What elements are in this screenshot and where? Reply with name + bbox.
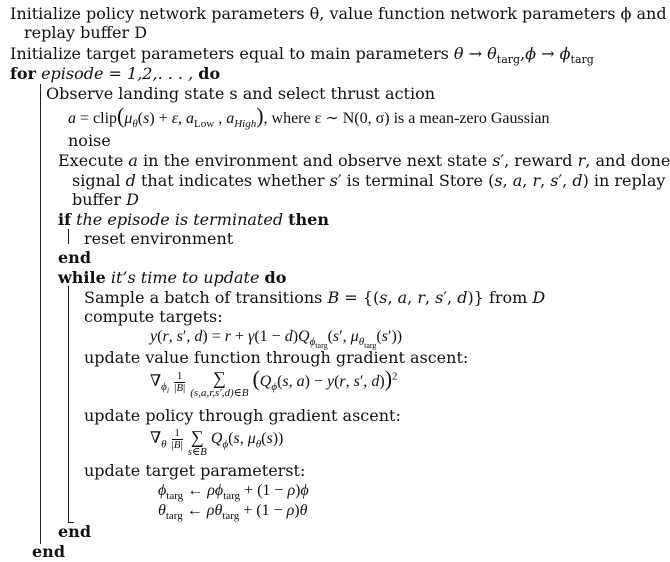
update-policy-line bbox=[84, 406, 401, 425]
then-keyword: then bbox=[288, 210, 329, 229]
sample-text: Sample a batch of transitions B = {(s, a, r, s′, d)} from D bbox=[84, 288, 546, 307]
if-line bbox=[58, 210, 329, 229]
reset-text: reset environment bbox=[84, 229, 234, 248]
noise-text: noise bbox=[68, 131, 111, 150]
compute-text: compute targets: bbox=[84, 307, 223, 326]
compute-line bbox=[84, 307, 223, 326]
while-line bbox=[58, 268, 286, 287]
if-end-line bbox=[58, 248, 91, 267]
execute-line-1 bbox=[58, 151, 670, 170]
while-keyword: while bbox=[58, 268, 106, 287]
policy-eq-line: $\nabla_\theta$ $\frac{1}{|B|}$ ∑ s∈B $Q_\phi(s$, $\mu_\theta(s)$) bbox=[150, 427, 284, 458]
update-policy-text: update policy through gradient ascent: bbox=[84, 406, 401, 425]
init-text-2: Initialize target parameters equal to main parameters $\theta \to \theta_{targ},\phi \to \phi_{targ}$ bbox=[10, 44, 594, 67]
update-value-line bbox=[84, 348, 468, 367]
reset-line bbox=[84, 229, 233, 248]
policy-sum: ∑ s∈B bbox=[187, 427, 207, 458]
execute-text-3: buffer D bbox=[72, 190, 139, 209]
theta-update-line: $\theta_{targ}$ ← $\rho\theta_{targ} + (1 - \rho)\theta$ bbox=[158, 502, 308, 523]
if-condition: the episode is terminated bbox=[76, 210, 284, 229]
init-line-1 bbox=[10, 4, 667, 23]
update-value-text: update value function through gradient ascent: bbox=[84, 348, 469, 367]
while-do-keyword: do bbox=[264, 268, 287, 287]
while-end-keyword: end bbox=[58, 522, 91, 541]
observe-text: Observe landing state s and select thrust action bbox=[46, 84, 436, 103]
for-condition: episode = 1,2,. . . , bbox=[41, 64, 194, 83]
init-line-1b bbox=[24, 23, 147, 42]
update-target-line bbox=[84, 461, 305, 480]
value-eq-line: $\nabla_{\phi_i}$ $\frac{1}{|B|}$ ∑ (s,a,r,s′,d)∈B ($Q_\phi(s$, a) − y(r, s′, d))$^2$ bbox=[150, 366, 398, 399]
while-end-line bbox=[58, 522, 91, 541]
init-line-2 bbox=[10, 44, 594, 67]
value-sum: ∑ (s,a,r,s′,d)∈B bbox=[190, 368, 249, 399]
target-eq-line: y(r, s′, $d) = r + \gamma(1 - d)Q_{\phi_{targ}}(s'$, $\mu_{\theta_{targ}}(s')$) bbox=[150, 328, 403, 351]
noise-line bbox=[68, 131, 111, 150]
execute-line-3 bbox=[72, 190, 139, 209]
execute-line-2 bbox=[72, 171, 665, 190]
while-condition: it’s time to update bbox=[110, 268, 260, 287]
if-block-bar bbox=[68, 229, 69, 244]
observe-line bbox=[46, 84, 435, 103]
phi-update-line: $\phi_{targ}$ ← $\rho\phi_{targ} + (1 - \rho)\phi$ bbox=[158, 482, 309, 503]
policy-frac: $\frac{1}{|B|}$ bbox=[171, 427, 183, 451]
init-text-1a: Initialize policy network parameters θ, value function network parameters ϕ and bbox=[10, 4, 667, 23]
execute-text-1: Execute a in the environment and observe next state s′, reward r, and done bbox=[58, 151, 670, 170]
sample-line bbox=[84, 288, 545, 307]
for-block-bar bbox=[40, 84, 41, 544]
do-keyword: do bbox=[198, 64, 221, 83]
while-block-bar bbox=[68, 286, 69, 522]
for-end-line bbox=[32, 542, 65, 561]
value-frac: $\frac{1}{|B|}$ bbox=[174, 369, 186, 394]
init-text-1b: replay buffer D bbox=[24, 23, 148, 42]
if-end-keyword: end bbox=[58, 248, 91, 267]
action-line: $a = clip(\mu_\theta(s) + \varepsilon$, $a_{Low}$ , $a_{High}$), where ε ∼ N(0, σ) is a mean-zero Gaussian bbox=[68, 103, 550, 131]
action-where: , where ε ∼ N(0, σ) is a mean-zero Gaussian bbox=[263, 110, 550, 127]
for-end-keyword: end bbox=[32, 542, 65, 561]
update-target-text: update target parameterst: bbox=[84, 461, 306, 480]
for-keyword: for bbox=[10, 64, 36, 83]
execute-text-2: signal d that indicates whether s′ is terminal Store (s, a, r, s′, d) in replay bbox=[72, 171, 666, 190]
for-line bbox=[10, 64, 220, 83]
if-keyword: if bbox=[58, 210, 71, 229]
